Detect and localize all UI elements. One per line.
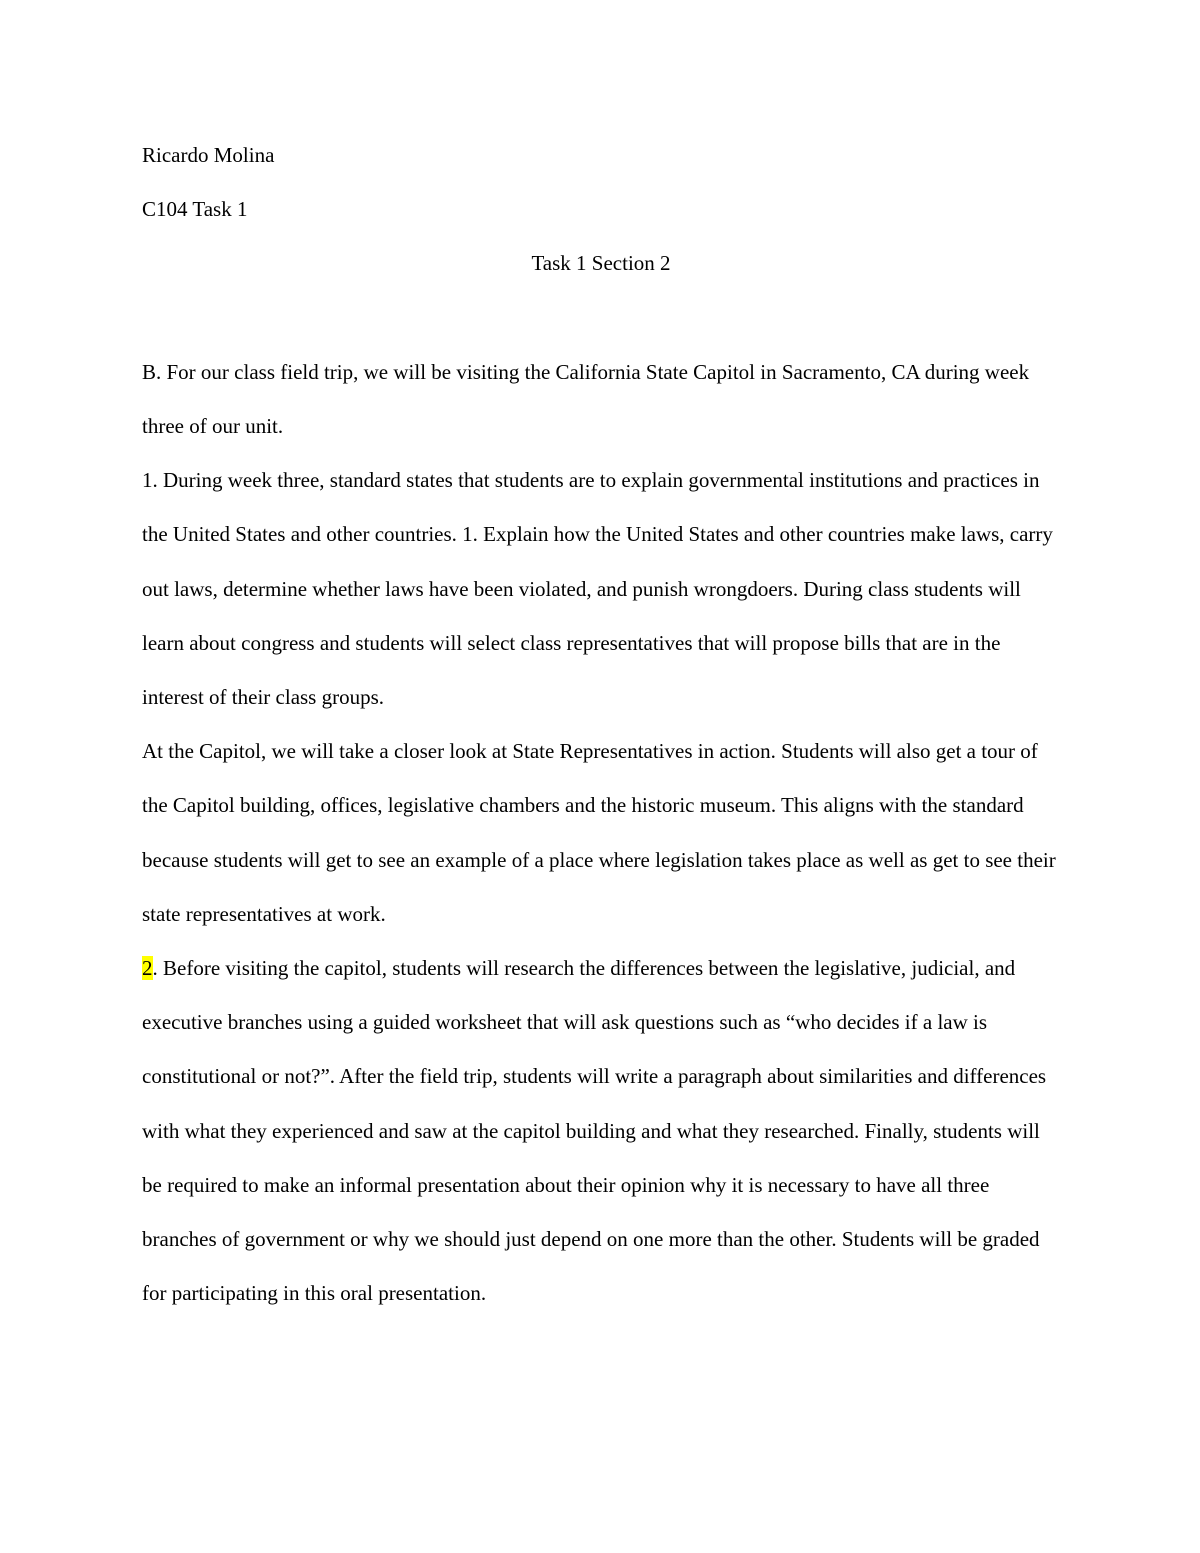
document-title: Task 1 Section 2 <box>531 251 671 276</box>
point-two-text: . Before visiting the capitol, students will research the differences between the legislative, judicial, and executive branches using a guided worksheet that will ask questions such as “who decides if a law is constitutional or not?”. After the field trip, students will write a paragraph about similarities and differences with what they experienced and saw at the capitol building and what they researched. Finally, students will be required to make an informal presentation about their opinion why it is necessary to have all three branches of government or why we should just depend on one more than the other. Students will be graded for participating in this oral presentation. <box>142 956 1047 1306</box>
author-name: Ricardo Molina <box>142 143 275 167</box>
highlighted-number: 2 <box>142 956 153 981</box>
blank-line <box>142 291 1062 345</box>
intro-paragraph: B. For our class field trip, we will be visiting the California State Capitol in Sacramento, CA during week three of our unit. <box>142 359 1030 438</box>
capitol-paragraph: At the Capitol, we will take a closer look at State Representatives in action. Students will also get a tour of the Capitol building, offices, legislative chambers and the historic museum. This aligns with the standard because students will get to see an example of a place where legislation takes place as well as get to see their state representatives at work. <box>142 739 1056 926</box>
point-two-paragraph <box>142 941 1062 1320</box>
document-body <box>142 128 1062 1320</box>
course-task-label: C104 Task 1 <box>142 197 248 222</box>
point-one-paragraph: 1. During week three, standard states that students are to explain governmental institutions and practices in the United States and other countries. 1. Explain how the United States and other countries make laws, carry out laws, determine whether laws have been violated, and punish wrongdoers. During class students will learn about congress and students will select class representatives that will propose bills that are in the interest of their class groups. <box>142 468 1053 710</box>
